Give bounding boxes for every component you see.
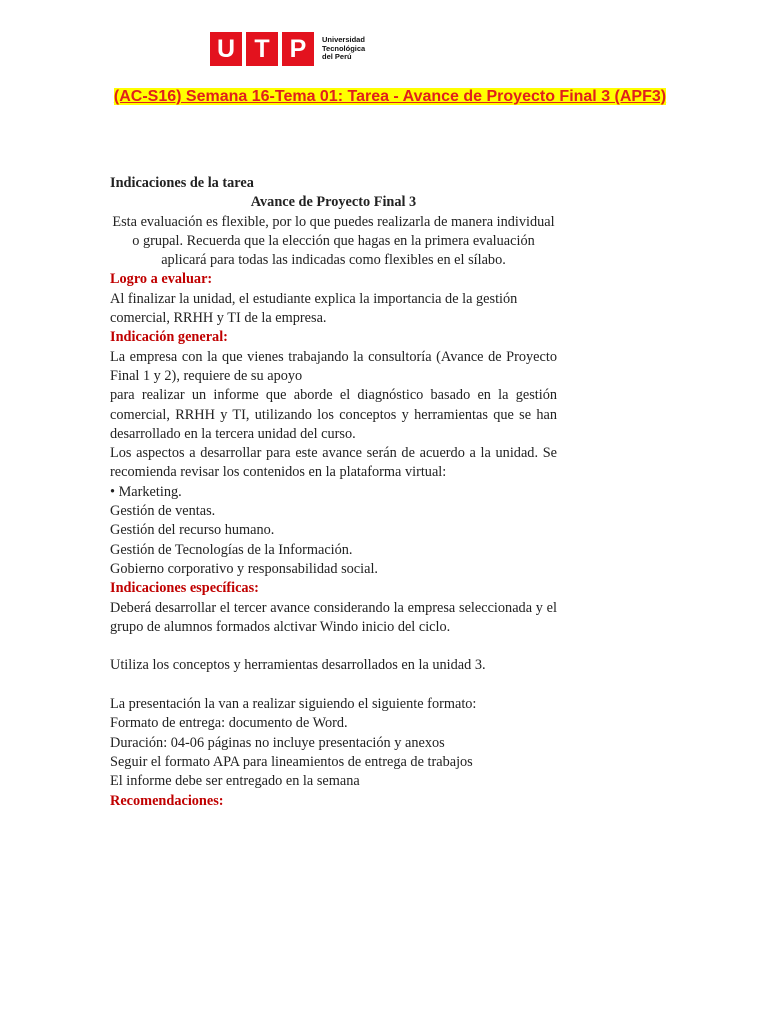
format-line: Formato de entrega: documento de Word.	[110, 715, 348, 732]
document-body	[110, 174, 557, 811]
specific-paragraph-2: Utiliza los conceptos y herramientas desarrollados en la unidad 3.	[110, 657, 486, 674]
specific-paragraph-1: Deberá desarrollar el tercer avance considerando la empresa seleccionada y el grupo de alumnos formados alctivar Windo inicio del ciclo.	[110, 599, 557, 635]
general-paragraph-2: para realizar un informe que aborde el diagnóstico basado en la gestión comercial, RRHH y TI, utilizando los conceptos y herramientas que se han desarrollado en la tercera unidad del curso.	[110, 387, 557, 442]
logo-letter-p: P	[282, 32, 314, 66]
spacer	[110, 637, 557, 656]
assignment-title[interactable]	[110, 86, 670, 108]
topic-item: Gestión de ventas.	[110, 503, 216, 520]
logo-university-name	[322, 36, 365, 62]
utp-logo	[210, 32, 365, 66]
title-text[interactable]: (AC-S16) Semana 16-Tema 01: Tarea - Avance de Proyecto Final 3 (APF3)	[113, 88, 667, 105]
logo-letter-u: U	[210, 32, 242, 66]
document-subtitle: Avance de Proyecto Final 3	[250, 194, 417, 211]
logo-line-2: Tecnológica	[322, 43, 366, 53]
topic-item: Gestión de Tecnologías de la Información.	[110, 541, 353, 558]
recommendations-label: Recomendaciones:	[110, 792, 224, 809]
topic-item: • Marketing.	[110, 483, 182, 500]
flexible-evaluation-note: Esta evaluación es flexible, por lo que puedes realizarla de manera individual o grupal. Recuerda que la elección que hagas en la primera evaluación aplicará para todas las indicadas como flexibles en el sílabo.	[112, 213, 555, 269]
format-line: Duración: 04-06 páginas no incluye presentación y anexos	[110, 734, 445, 751]
general-indication-label: Indicación general:	[110, 329, 228, 346]
logo-line-1: Universidad	[322, 35, 365, 45]
topic-item: Gestión del recurso humano.	[110, 522, 275, 539]
instructions-heading: Indicaciones de la tarea	[110, 175, 254, 191]
format-line: El informe debe ser entregado en la semana	[110, 773, 360, 790]
specific-indications-label: Indicaciones específicas:	[110, 580, 259, 597]
logro-label: Logro a evaluar:	[110, 271, 213, 288]
topic-item: Gobierno corporativo y responsabilidad social.	[110, 560, 378, 577]
logo-letter-t: T	[246, 32, 278, 66]
format-line: Seguir el formato APA para lineamientos de entrega de trabajos	[110, 753, 473, 770]
logo-line-3: del Perú	[322, 52, 352, 62]
general-paragraph-1: La empresa con la que vienes trabajando la consultoría (Avance de Proyecto Final 1 y 2), requiere de su apoyo	[110, 348, 557, 384]
general-paragraph-3: Los aspectos a desarrollar para este avance serán de acuerdo a la unidad. Se recomienda revisar los contenidos en la plataforma virtual:	[110, 445, 557, 481]
logro-text: Al finalizar la unidad, el estudiante explica la importancia de la gestión comercial, RRHH y TI de la empresa.	[110, 290, 518, 327]
format-line: La presentación la van a realizar siguiendo el siguiente formato:	[110, 696, 477, 713]
spacer	[110, 676, 557, 695]
